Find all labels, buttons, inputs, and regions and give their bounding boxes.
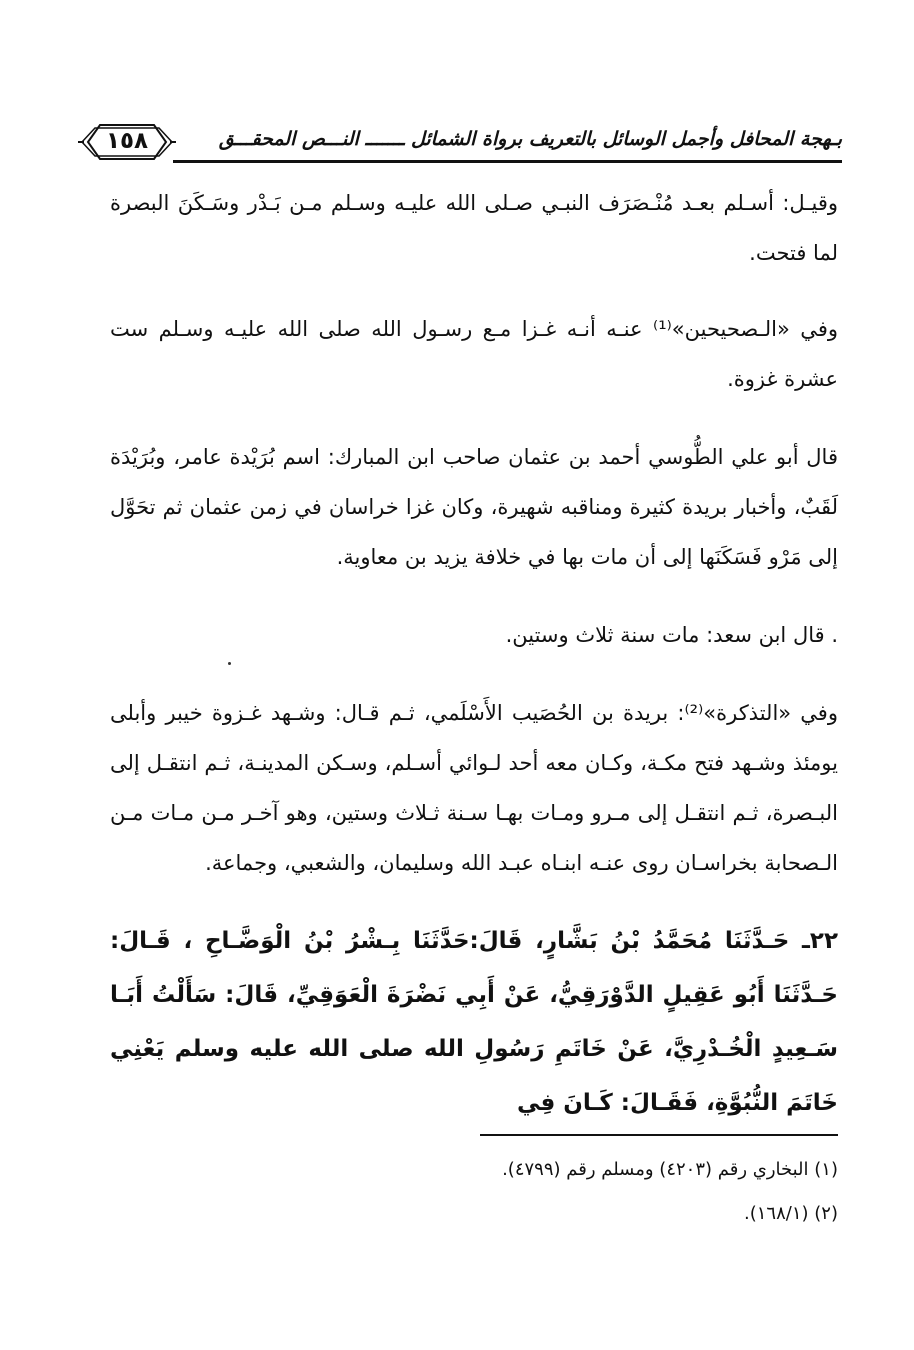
page-number: ١٥٨ bbox=[105, 128, 149, 154]
footnote: (١) البخاري رقم (٤٢٠٣) ومسلم رقم (٤٧٩٩). bbox=[502, 1159, 838, 1180]
header-divider bbox=[173, 160, 842, 163]
paragraph: وفي «الـصحيحين»⁽¹⁾ عنـه أنـه غـزا مـع رسـول الله صلى الله عليـه وسـلم ست عشرة غزوة. bbox=[110, 317, 838, 391]
main-text bbox=[110, 178, 838, 1158]
hadith-body: حَـدَّثَنَا مُحَمَّدُ بْنُ بَشَّارٍ، قَالَ:حَدَّثَنَا بِـشْرُ بْنُ الْوَضَّـاحِ ، قَـالَ: حَـدَّثَنَا أَبُو عَقِيلٍ الدَّوْرَقِيُّ، عَنْ أَبِي نَضْرَةَ الْعَوَقِيِّ، قَالَ: سَأَلْتُ أَبَـا سَـعِيدٍ الْخُـدْرِيَّ، عَنْ خَاتَمِ رَسُولِ الله صلى الله عليه وسلم يَعْنِي خَاتَمَ النُّبُوَّةِ، فَقَـالَ: كَـانَ فِي bbox=[110, 928, 838, 1116]
running-header bbox=[78, 122, 842, 166]
paragraph: قال أبو علي الطُّوسي أحمد بن عثمان صاحب ابن المبارك: اسم بُرَيْدة عامر، وبُرَيْدَة لَقَبٌ، وأخبار بريدة كثيرة ومناقبه شهيرة، وكان غزا خراسان في زمن عثمان ثم تحَوَّل إلى مَرْو فَسَكَنَها إلى أن مات بها في خلافة يزيد بن معاوية. bbox=[110, 445, 838, 569]
paragraph: وقيـل: أسـلم بعـد مُنْـصَرَف النبـي صـلى الله عليـه وسـلم مـن بَـدْر وسَـكَنَ البصرة لما فتحت. bbox=[110, 191, 838, 265]
paragraph: وفي «التذكرة»⁽²⁾: بريدة بن الحُصَيب الأَسْلَمي، ثـم قـال: وشـهد غـزوة خيبر وأبلى يومئذ وشـهد فتح مكـة، وكـان معه أحد لـوائي أسـلم، وسـكن المدينـة، ثـم انتقـل إلى البـصرة، ثـم انتقـل إلى مـرو ومـات بهـا سـنة ثـلاث وستين، وهو آخـر مـن مـات مـن الـصحابة بخراسـان روى عنـه ابنـاه عبـد الله وسليمان، والشعبي، وجماعة. bbox=[110, 701, 838, 875]
book-title: بـهجة المحافل وأجمل الوسائل بالتعريف برواة الشمائل ـــــــ النـــص المحقـــق bbox=[218, 128, 842, 150]
footnotes bbox=[110, 1148, 838, 1236]
hadith-number: ٢٢ـ bbox=[802, 928, 838, 954]
footnote: (٢) (١٦٨/١). bbox=[744, 1203, 838, 1224]
paragraph: . قال ابن سعد: مات سنة ثلاث وستين. bbox=[505, 623, 838, 647]
footnote-divider bbox=[480, 1134, 838, 1136]
page-number-badge bbox=[78, 122, 176, 162]
hadith-text bbox=[110, 914, 838, 1130]
speck bbox=[228, 662, 231, 665]
